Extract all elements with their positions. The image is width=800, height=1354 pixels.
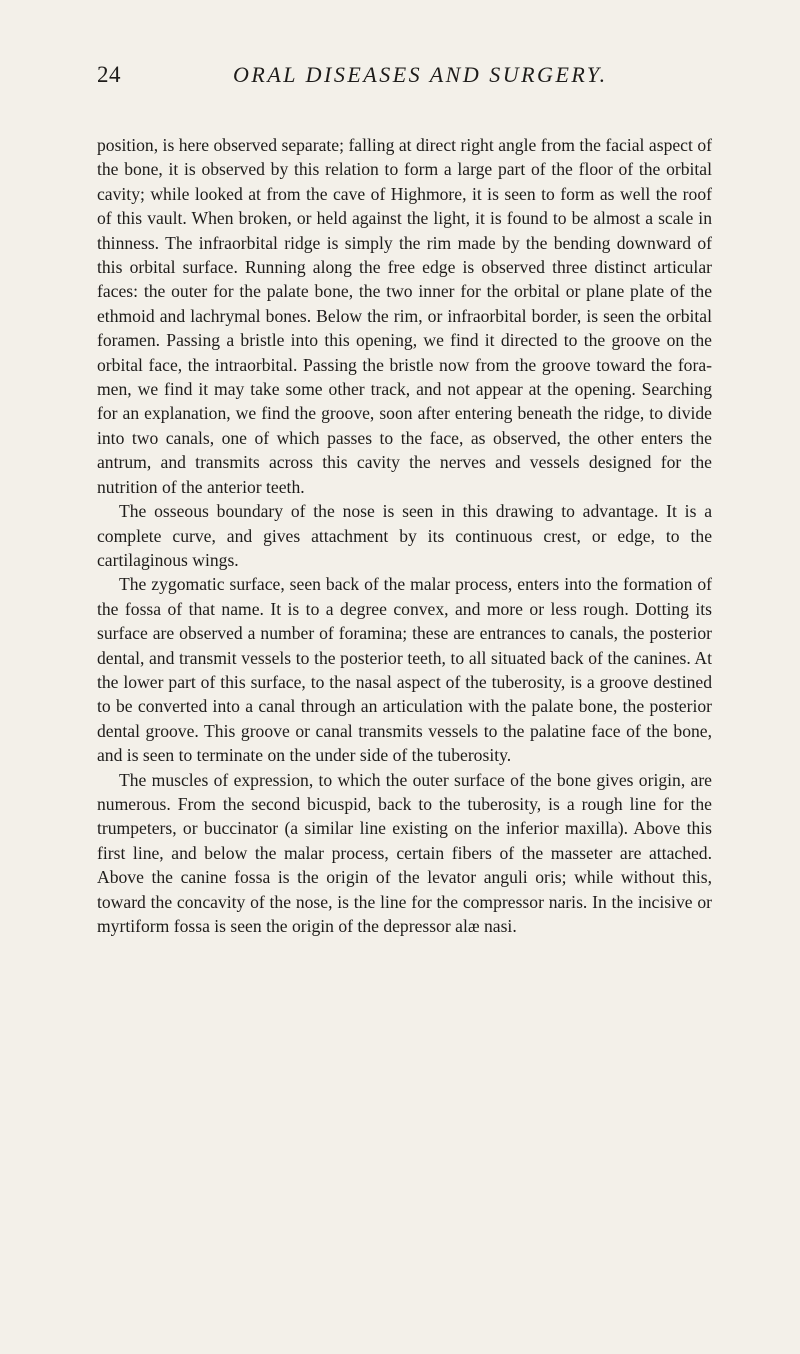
body-text [97,133,712,938]
paragraph-2: The osseous boundary of the nose is seen in this drawing to advantage. It is a complete curve, and gives attachment by its continuous crest, or edge, to the cartilaginous wings. [97,501,712,570]
paragraph-4: The muscles of expression, to which the outer surface of the bone gives origin, are numerous. From the second bicuspid, back to the tuberosity, is a rough line for the trumpeters, or buccinator (a similar line existing on the inferior maxilla). Above this first line, and below the malar process, certain fibers of the masseter are attached. Above the canine fossa is the origin of the levator anguli oris; while without this, toward the concavity of the nose, is the line for the compressor naris. In the incisive or myrtiform fossa is seen the origin of the depressor alæ nasi. [97,769,712,936]
paragraph-1: position, is here observed separate; falling at direct right angle from the facial aspect of the bone, it is observed by this relation to form a large part of the floor of the orbital cavity; while looked at from the cave of Highmore, it is seen to form as well the roof of this vault. When broken, or held against the light, it is found to be almost a scale in thinness. The infraorbital ridge is simply the rim made by the bending downward of this orbital surface. Running along the free edge is observed three distinct articular faces: the outer for the palate bone, the two inner for the orbital or plane plate of the ethmoid and lachrymal bones. Below the rim, or infraorbital border, is seen the orbital foramen. Passing a bristle into this opening, we find it directed to the groove on the orbital face, the intraorbital. Passing the bristle now from the groove toward the foramen, we find it may take some other track, and not appear at the opening. Searching for an explanation, we find the groove, soon after entering beneath the ridge, to divide into two canals, one of which passes to the face, as observed, the other enters the antrum, and transmits across this cavity the nerves and vessels designed for the nutrition of the anterior teeth. [97,135,712,497]
running-head: ORAL DISEASES AND SURGERY. [233,62,608,87]
paragraph-3: The zygomatic surface, seen back of the malar process, enters into the formation of the fossa of that name. It is to a degree convex, and more or less rough. Dotting its surface are observed a number of foramina; these are entrances to canals, the posterior dental, and transmit vessels to the posterior teeth, to all situated back of the canines. At the lower part of this surface, to the nasal aspect of the tuberosity, is a groove destined to be converted into a canal through an articulation with the palate bone, the posterior dental groove. This groove or canal transmits vessels to the palatine face of the bone, and is seen to terminate on the under side of the tuberosity. [97,574,712,766]
book-page [97,58,712,938]
page-number: 24 [97,62,121,87]
page-header [97,58,712,98]
